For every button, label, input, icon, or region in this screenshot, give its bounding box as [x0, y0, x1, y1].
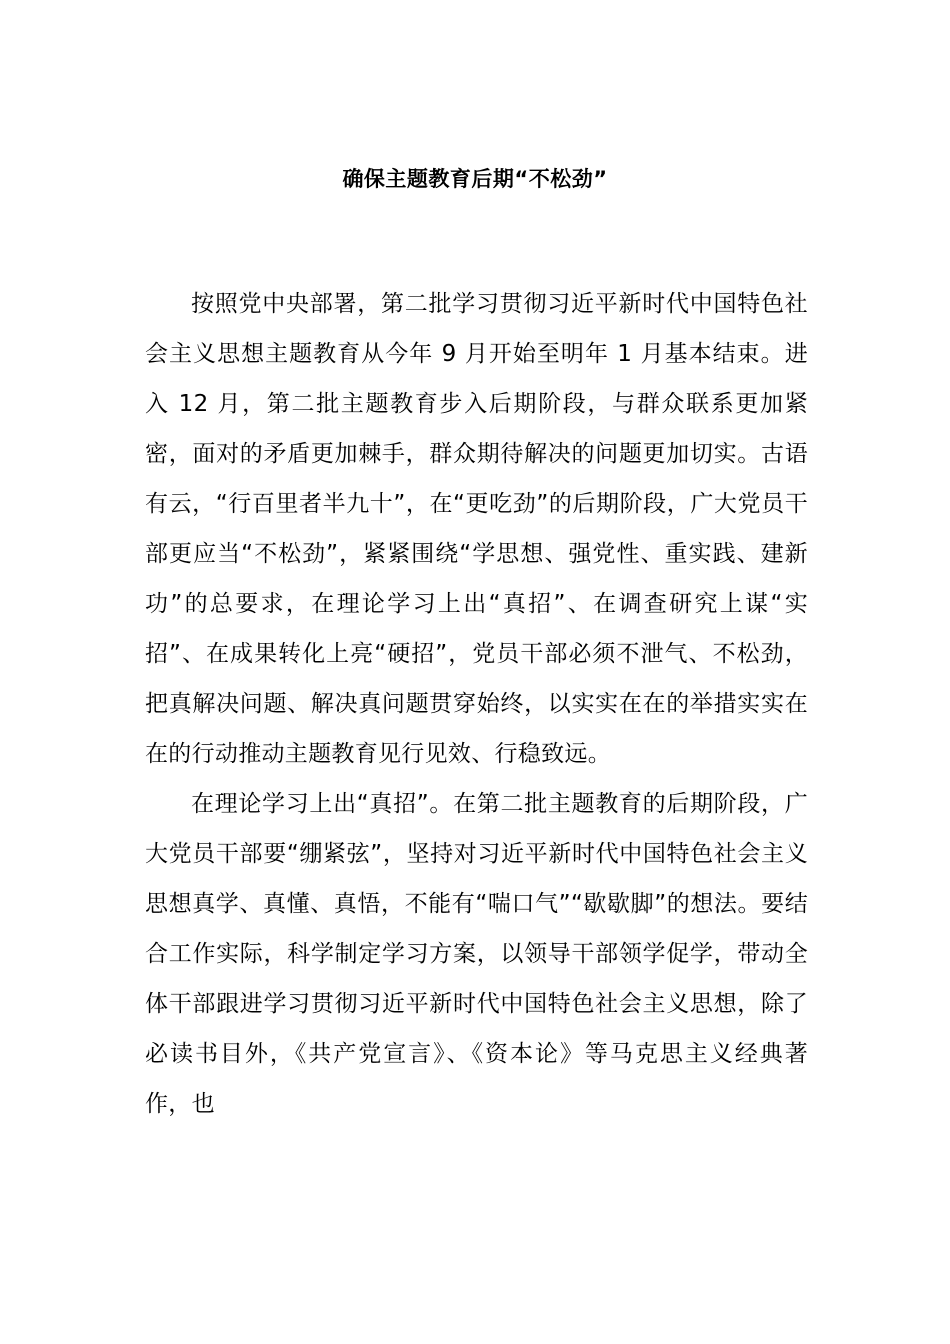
document-title: 确保主题教育后期“不松劲” [342, 167, 608, 191]
paragraph-2: 在理论学习上出“真招”。在第二批主题教育的后期阶段，广大党员干部要“绷紧弦”，坚持对习近平新时代中国特色社会主义思想真学、真懂、真悟，不能有“喘口气”“歇歇脚”的想法。要结合工作实际，科学制定学习方案，以领导干部领学促学，带动全体干部跟进学习贯彻习近平新时代中国特色社会主义思想，除了必读书目外，《共产党宣言》、《资本论》等马克思主义经典著作，也 [145, 791, 808, 1117]
document-body [145, 279, 808, 1129]
paragraph-1: 按照党中央部署，第二批学习贯彻习近平新时代中国特色社会主义思想主题教育从今年 9 月开始至明年 1 月基本结束。进入 12 月，第二批主题教育步入后期阶段，与群众联系更加紧密，面对的矛盾更加棘手，群众期待解决的问题更加切实。古语有云，“行百里者半九十”，在“更吃劲”的后期阶段，广大党员干部更应当“不松劲”，紧紧围绕“学思想、强党性、重实践、建新功”的总要求，在理论学习上出“真招”、在调查研究上谋“实招”、在成果转化上亮“硬招”，党员干部必须不泄气、不松劲，把真解决问题、解决真问题贯穿始终，以实实在在的举措实实在在的行动推动主题教育见行见效、行稳致远。 [145, 291, 808, 767]
